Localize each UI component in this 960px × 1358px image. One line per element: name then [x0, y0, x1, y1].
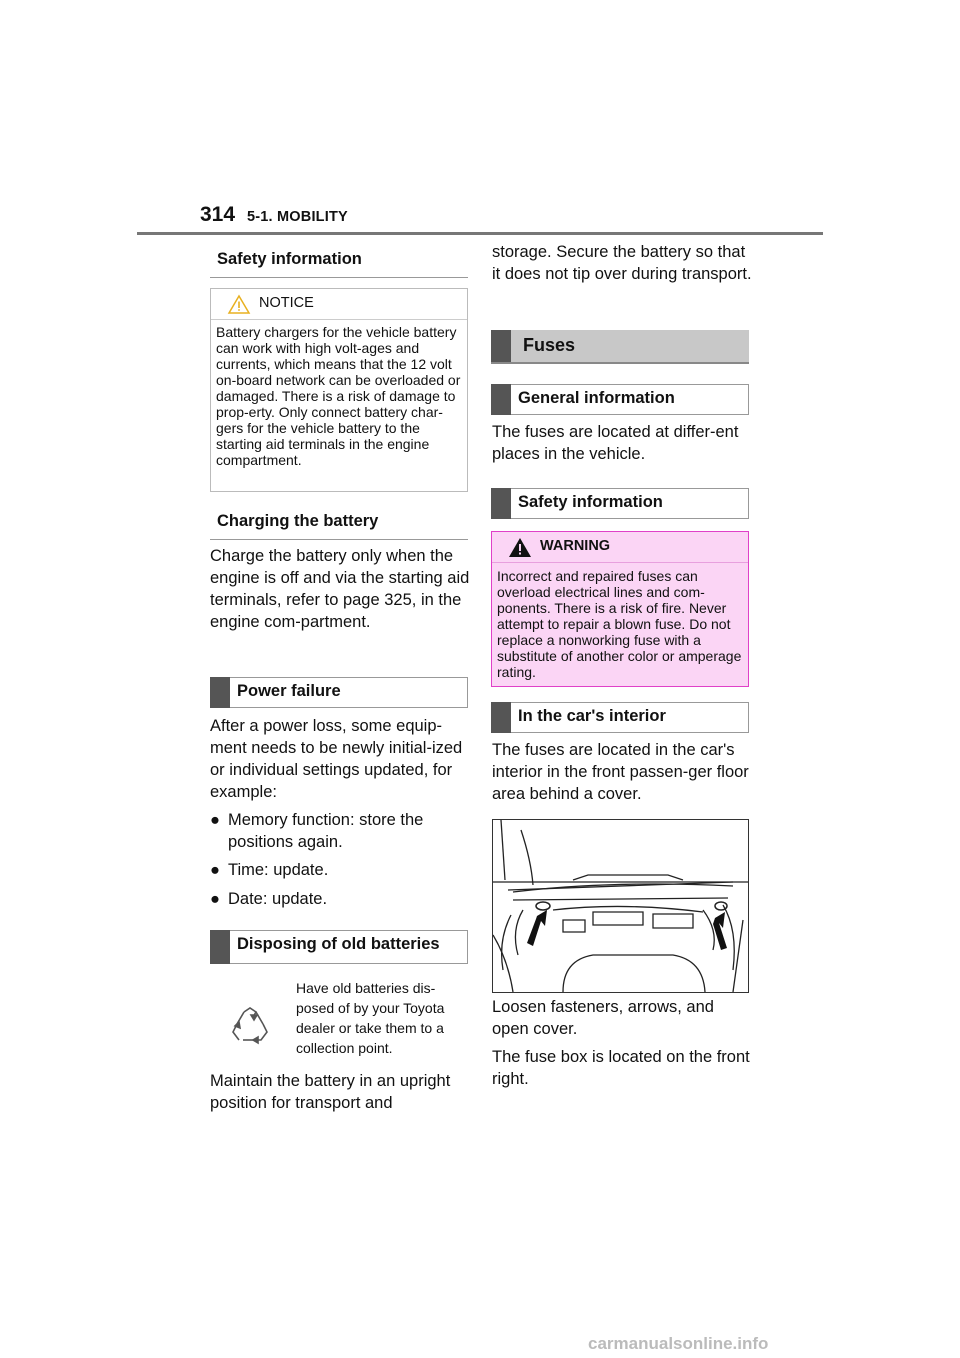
warning-title: WARNING — [540, 538, 611, 554]
safety-information-heading-right: Safety information — [491, 488, 749, 519]
bullet-item: ● Memory function: store the positions again. — [210, 811, 424, 851]
notice-title: NOTICE — [259, 295, 314, 311]
charging-battery-heading: Charging the battery — [210, 512, 468, 540]
bullet-item: ● Date: update. — [210, 890, 328, 908]
warning-triangle-icon — [508, 537, 532, 558]
warning-title-row — [492, 532, 748, 563]
dashboard-drawing — [493, 820, 748, 992]
warning-text: Incorrect and repaired fuses can overload electrical lines and com-ponents. There is a risk of fire. Never attempt to repair a blown fuse. Do not replace a nonworking fuse with a substitute of another color or amperage rating. — [497, 568, 742, 680]
interior-text: The fuses are located in the car's interior in the front passen-ger floor area behind a cover. — [492, 741, 749, 803]
charging-text: Charge the battery only when the engine is off and via the starting aid terminals, refer to page 325, in the engine com-partment. — [210, 547, 470, 631]
caption-fuse-box: The fuse box is located on the front right. — [492, 1048, 750, 1088]
caption-loosen: Loosen fasteners, arrows, and open cover. — [492, 998, 714, 1038]
page-number: 314 — [200, 203, 236, 226]
header-rule — [137, 232, 823, 235]
disposing-heading: Disposing of old batteries — [210, 930, 468, 964]
maintain-text: Maintain the battery in an upright position for transport and — [210, 1072, 451, 1112]
notice-box — [210, 288, 468, 492]
notice-text: Battery chargers for the vehicle battery can work with high volt-ages and currents, which means that the 12 volt on-board network can be overloaded or damaged. There is a risk of damage to prop-erty. Only connect battery char-gers for the vehicle battery to the starting aid terminals in the engine compartment. — [216, 324, 461, 468]
section-title: 5-1. MOBILITY — [247, 209, 348, 225]
fuses-heading: Fuses — [491, 330, 749, 364]
general-text: The fuses are located at differ-ent places in the vehicle. — [492, 423, 739, 463]
watermark: carmanualsonline.info — [588, 1334, 769, 1353]
storage-text: storage. Secure the battery so that it does not tip over during transport. — [492, 243, 752, 283]
power-failure-heading: Power failure — [210, 677, 468, 708]
power-failure-text: After a power loss, some equip-ment needs to be newly initial-ized or individual settings updated, for example: — [210, 717, 463, 801]
caution-triangle-icon — [227, 294, 251, 315]
bullet-item: ● Time: update. — [210, 861, 329, 879]
general-information-heading: General information — [491, 384, 749, 415]
warning-box — [491, 531, 749, 687]
fuse-cover-illustration — [492, 819, 749, 993]
notice-title-row — [211, 289, 467, 320]
disposing-text: Have old batteries dis-posed of by your Toyota dealer or take them to a collection point. — [296, 980, 445, 1056]
recycling-icon — [229, 1006, 271, 1046]
car-interior-heading: In the car's interior — [491, 702, 749, 733]
safety-information-heading: Safety information — [210, 250, 468, 278]
